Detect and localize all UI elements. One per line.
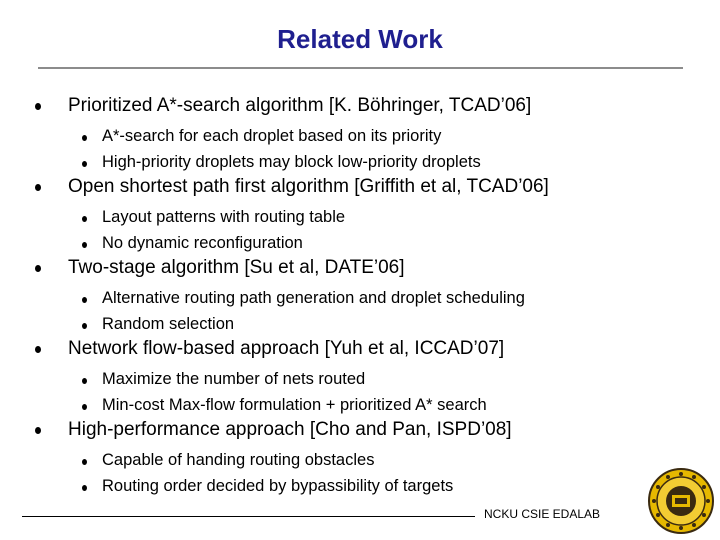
bullet-item-2: Open shortest path first algorithm [Griffith et al, TCAD’06] (68, 176, 549, 197)
sub-bullet-icon (82, 161, 87, 167)
sub-bullet-4-2: Min-cost Max-flow formulation + prioritized A* search (102, 396, 487, 414)
bullet-icon (35, 427, 41, 434)
footer-divider (22, 516, 475, 517)
sub-bullet-1-2: High-priority droplets may block low-priority droplets (102, 153, 481, 171)
sub-bullet-icon (82, 459, 87, 465)
sub-bullet-3-2: Random selection (102, 315, 235, 333)
sub-bullet-5-2: Routing order decided by bypassibility of targets (102, 477, 454, 495)
sub-bullet-5-1: Capable of handing routing obstacles (102, 451, 375, 469)
bullet-item-5: High-performance approach [Cho and Pan, ISPD’08] (68, 419, 512, 440)
sub-bullet-icon (82, 404, 87, 410)
bullet-icon (35, 346, 41, 353)
sub-bullet-4-1: Maximize the number of nets routed (102, 370, 366, 388)
bullet-item-3: Two-stage algorithm [Su et al, DATE’06] (68, 257, 405, 278)
slide-title: Related Work (277, 24, 443, 54)
sub-bullet-icon (82, 297, 87, 303)
bullet-item-4: Network flow-based approach [Yuh et al, ICCAD’07] (68, 338, 505, 359)
sub-bullet-icon (82, 242, 87, 248)
sub-bullet-icon (82, 135, 87, 141)
sub-bullet-icon (82, 485, 87, 491)
sub-bullet-2-2: No dynamic reconfiguration (102, 234, 303, 252)
sub-bullet-icon (82, 323, 87, 329)
sub-bullet-icon (82, 378, 87, 384)
bullet-icon (35, 265, 41, 272)
bullet-icon (35, 184, 41, 191)
bullet-icon (35, 103, 41, 110)
sub-bullet-3-1: Alternative routing path generation and droplet scheduling (102, 289, 525, 307)
university-seal-logo (648, 468, 714, 534)
footer-label: NCKU CSIE EDALAB (484, 507, 601, 521)
bullet-item-1: Prioritized A*-search algorithm [K. Böhringer, TCAD’06] (68, 95, 532, 116)
sub-bullet-icon (82, 216, 87, 222)
sub-bullet-1-1: A*-search for each droplet based on its priority (102, 127, 442, 145)
sub-bullet-2-1: Layout patterns with routing table (102, 208, 346, 226)
